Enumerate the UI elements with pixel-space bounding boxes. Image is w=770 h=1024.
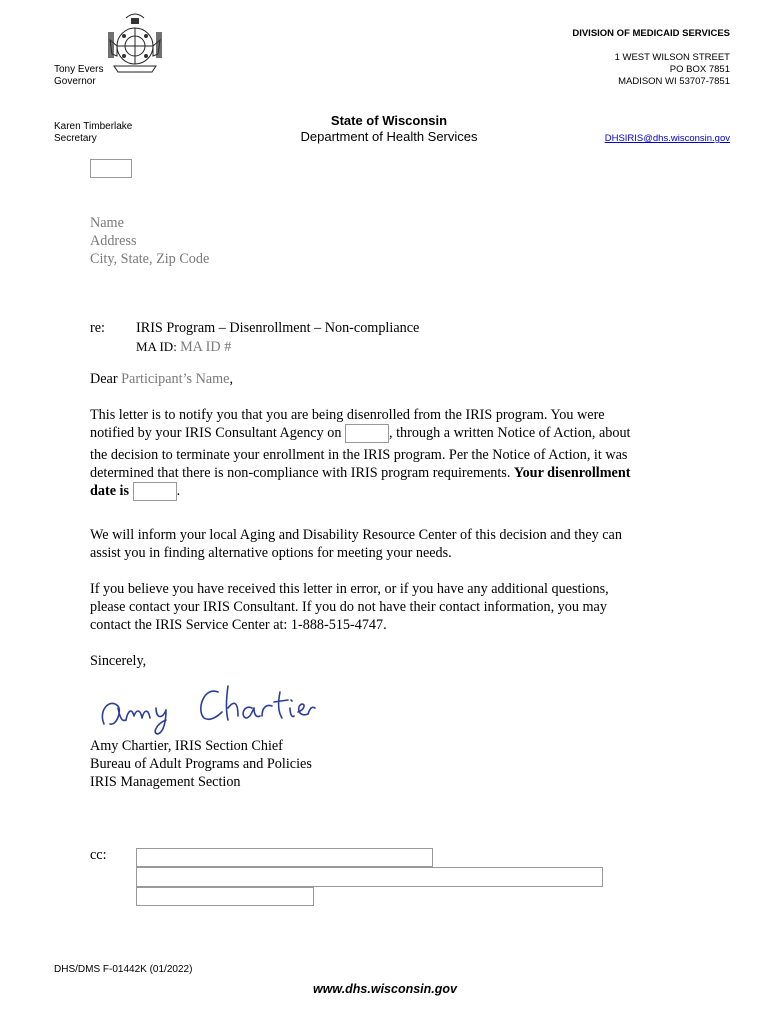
closing: Sincerely, — [90, 653, 147, 669]
signature-image — [96, 680, 316, 736]
footer-website: www.dhs.wisconsin.gov — [312, 982, 457, 996]
para2-line-2: assist you in finding alternative options for meeting your needs. — [90, 545, 452, 561]
department-name: Department of Health Services — [300, 129, 478, 144]
para1-line-5a: date is — [90, 483, 130, 499]
salutation-dear: Dear — [90, 371, 118, 387]
cc-field-2[interactable] — [136, 867, 603, 887]
signer-name-title: Amy Chartier, IRIS Section Chief — [90, 738, 283, 754]
para1-line-2b: , through a written Notice of Action, about — [388, 425, 631, 441]
notified-date-field[interactable] — [345, 424, 389, 443]
signer-section: IRIS Management Section — [90, 774, 241, 790]
governor-title: Governor — [54, 76, 96, 87]
para2-line-1: We will inform your local Aging and Disability Resource Center of this decision and they can — [90, 527, 622, 543]
division-name: DIVISION OF MEDICAID SERVICES — [572, 28, 730, 39]
signer-bureau: Bureau of Adult Programs and Policies — [90, 756, 312, 772]
para1-line-3: the decision to terminate your enrollment in the IRIS program. Per the Notice of Action, it was — [90, 447, 628, 463]
form-number: DHS/DMS F-01442K (01/2022) — [54, 964, 193, 975]
recipient-address[interactable]: Address — [90, 233, 137, 249]
state-seal-icon — [104, 10, 166, 76]
para1-line-5b: . — [176, 483, 181, 499]
secretary-name: Karen Timberlake — [54, 121, 133, 132]
re-label: re: — [90, 320, 105, 336]
para3-line-2: please contact your IRIS Consultant. If you do not have their contact information, you may — [90, 599, 607, 615]
ma-id-field[interactable]: MA ID # — [180, 339, 232, 355]
re-subject: IRIS Program – Disenrollment – Non-compliance — [136, 320, 420, 336]
para3-line-3: contact the IRIS Service Center at: 1-888-515-4747. — [90, 617, 387, 633]
salutation-comma: , — [229, 371, 234, 387]
cc-field-3[interactable] — [136, 887, 314, 906]
para1-line-2a: notified by your IRIS Consultant Agency on — [90, 425, 342, 441]
email-link[interactable]: DHSIRIS@dhs.wisconsin.gov — [604, 133, 730, 144]
secretary-title: Secretary — [54, 133, 97, 144]
cc-label: cc: — [90, 847, 107, 863]
address-line-1: 1 WEST WILSON STREET — [614, 52, 730, 63]
address-line-2: PO BOX 7851 — [669, 64, 730, 75]
disenrollment-date-field[interactable] — [133, 482, 177, 501]
cc-field-1[interactable] — [136, 848, 433, 867]
date-field[interactable] — [90, 159, 132, 178]
participant-name-field[interactable]: Participant’s Name — [121, 371, 230, 387]
para1-line-1: This letter is to notify you that you are being disenrolled from the IRIS program. You were — [90, 407, 605, 423]
governor-name: Tony Evers — [54, 64, 104, 75]
recipient-city-state-zip[interactable]: City, State, Zip Code — [90, 251, 210, 267]
address-line-3: MADISON WI 53707-7851 — [618, 76, 730, 87]
para1-line-4a: determined that there is non-compliance with IRIS program requirements. — [90, 465, 511, 481]
para3-line-1: If you believe you have received this letter in error, or if you have any additional questions, — [90, 581, 609, 597]
state-name: State of Wisconsin — [330, 113, 448, 128]
recipient-name[interactable]: Name — [90, 215, 124, 231]
ma-id-label: MA ID: — [136, 339, 177, 354]
para1-line-4b: Your disenrollment — [513, 465, 631, 481]
